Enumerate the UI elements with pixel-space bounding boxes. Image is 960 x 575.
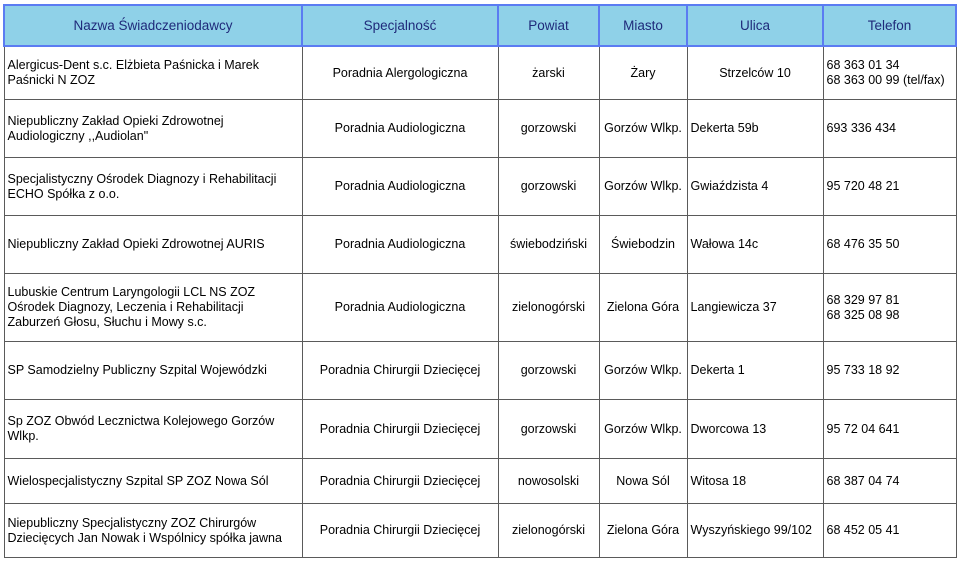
- cell-city: Świebodzin: [599, 216, 687, 274]
- cell-city: Gorzów Wlkp.: [599, 342, 687, 400]
- cell-city: Żary: [599, 46, 687, 100]
- phone-line: 68 329 97 81: [826, 292, 900, 307]
- cell-specialty: Poradnia Chirurgii Dziecięcej: [302, 459, 498, 504]
- cell-specialty: Poradnia Audiologiczna: [302, 158, 498, 216]
- cell-street: Dekerta 1: [687, 342, 823, 400]
- cell-specialty: Poradnia Audiologiczna: [302, 100, 498, 158]
- cell-street: Gwiaździsta 4: [687, 158, 823, 216]
- header-street: Ulica: [687, 5, 823, 46]
- cell-phone: 68 452 05 41: [823, 504, 956, 558]
- cell-name: Niepubliczny Specjalistyczny ZOZ Chirurgów Dziecięcych Jan Nowak i Wspólnicy spółka jawna: [4, 504, 302, 558]
- cell-specialty: Poradnia Alergologiczna: [302, 46, 498, 100]
- cell-street: Wałowa 14c: [687, 216, 823, 274]
- cell-county: gorzowski: [498, 342, 599, 400]
- table-row: [4, 274, 956, 342]
- cell-phone: 68 476 35 50: [823, 216, 956, 274]
- cell-county: nowosolski: [498, 459, 599, 504]
- cell-name: Lubuskie Centrum Laryngologii LCL NS ZOZ Ośrodek Diagnozy, Leczenia i Rehabilitacji Zaburzeń Głosu, Słuchu i Mowy s.c.: [4, 274, 302, 342]
- cell-name: Alergicus-Dent s.c. Elżbieta Paśnicka i Marek Paśnicki N ZOZ: [4, 46, 302, 100]
- cell-specialty: Poradnia Audiologiczna: [302, 274, 498, 342]
- table-row: [4, 216, 956, 274]
- cell-name: Niepubliczny Zakład Opieki Zdrowotnej Audiologiczny ,,Audiolan": [4, 100, 302, 158]
- cell-city: Zielona Góra: [599, 504, 687, 558]
- cell-street: Wyszyńskiego 99/102: [687, 504, 823, 558]
- cell-name: SP Samodzielny Publiczny Szpital Wojewódzki: [4, 342, 302, 400]
- cell-phone: 95 720 48 21: [823, 158, 956, 216]
- table-row: [4, 46, 956, 100]
- cell-city: Zielona Góra: [599, 274, 687, 342]
- cell-street: Dekerta 59b: [687, 100, 823, 158]
- cell-city: Gorzów Wlkp.: [599, 100, 687, 158]
- cell-street: Witosa 18: [687, 459, 823, 504]
- phone-line: 68 363 01 34: [826, 58, 900, 72]
- header-county: Powiat: [498, 5, 599, 46]
- cell-city: Gorzów Wlkp.: [599, 158, 687, 216]
- cell-street: Strzelców 10: [687, 46, 823, 100]
- cell-county: gorzowski: [498, 100, 599, 158]
- cell-phone: 693 336 434: [823, 100, 956, 158]
- cell-street: Dworcowa 13: [687, 400, 823, 459]
- cell-city: Gorzów Wlkp.: [599, 400, 687, 459]
- cell-name: Specjalistyczny Ośrodek Diagnozy i Rehabilitacji ECHO Spółka z o.o.: [4, 158, 302, 216]
- phone-line-2: 68 363 00 99 (tel/fax): [826, 73, 945, 87]
- table-header-row: [4, 5, 956, 46]
- table-row: [4, 504, 956, 558]
- table-row: [4, 459, 956, 504]
- cell-name: Wielospecjalistyczny Szpital SP ZOZ Nowa Sól: [4, 459, 302, 504]
- cell-specialty: Poradnia Audiologiczna: [302, 216, 498, 274]
- cell-specialty: Poradnia Chirurgii Dziecięcej: [302, 400, 498, 459]
- header-phone: Telefon: [823, 5, 956, 46]
- header-specialty: Specjalność: [302, 5, 498, 46]
- cell-county: żarski: [498, 46, 599, 100]
- table-row: [4, 400, 956, 459]
- table-row: [4, 342, 956, 400]
- cell-specialty: Poradnia Chirurgii Dziecięcej: [302, 342, 498, 400]
- cell-county: gorzowski: [498, 400, 599, 459]
- cell-county: świebodziński: [498, 216, 599, 274]
- cell-phone: 68 387 04 74: [823, 459, 956, 504]
- cell-name: Sp ZOZ Obwód Lecznictwa Kolejowego Gorzów Wlkp.: [4, 400, 302, 459]
- providers-table: [3, 4, 957, 558]
- header-name: Nazwa Świadczeniodawcy: [4, 5, 302, 46]
- cell-city: Nowa Sól: [599, 459, 687, 504]
- header-city: Miasto: [599, 5, 687, 46]
- cell-phone: [823, 46, 956, 100]
- cell-county: zielonogórski: [498, 504, 599, 558]
- cell-county: zielonogórski: [498, 274, 599, 342]
- cell-phone: [823, 274, 956, 342]
- table-row: [4, 100, 956, 158]
- cell-county: gorzowski: [498, 158, 599, 216]
- table-row: [4, 158, 956, 216]
- cell-specialty: Poradnia Chirurgii Dziecięcej: [302, 504, 498, 558]
- cell-street: Langiewicza 37: [687, 274, 823, 342]
- cell-phone: 95 72 04 641: [823, 400, 956, 459]
- cell-phone: 95 733 18 92: [823, 342, 956, 400]
- cell-name: Niepubliczny Zakład Opieki Zdrowotnej AURIS: [4, 216, 302, 274]
- phone-line-2: 68 325 08 98: [826, 307, 900, 322]
